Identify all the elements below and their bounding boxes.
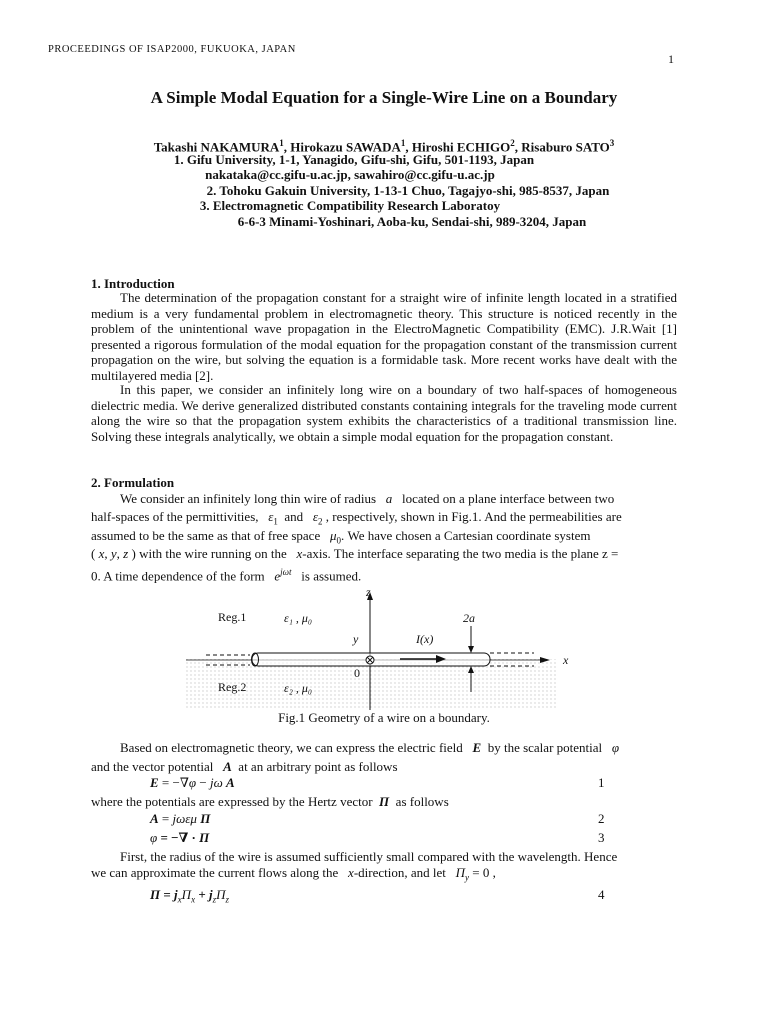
author-2: , Hirokazu SAWADA [283, 139, 401, 155]
equation-3: φ = −∇ · Π [150, 830, 210, 845]
affiliation-3-address: 6-6-3 Minami-Yoshinari, Aoba-ku, Sendai-shi, 989-3204, Japan [237, 214, 587, 229]
section-heading-formulation: 2. Formulation [91, 475, 175, 490]
page-number: 1 [668, 52, 674, 66]
author-3-sup: 2 [510, 138, 515, 148]
running-head: PROCEEDINGS OF ISAP2000, FUKUOKA, JAPAN [48, 44, 296, 55]
author-3: , Hiroshi ECHIGO [405, 139, 511, 155]
body-line-p5a: First, the radius of the wire is assumed sufficiently small compared with the wavelength. Hence [120, 849, 618, 864]
region-1-label: Reg.1 [218, 610, 247, 624]
region-2-label: Reg.2 [218, 680, 247, 694]
equation-1-number: 1 [598, 775, 605, 790]
author-1-sup: 1 [279, 138, 284, 148]
intro-paragraph-1: The determination of the propagation constant for a straight wire of infinite length located in a stratified medium is a very fundamental problem in electromagnetic theory. This structure is noticed recently in the problem of the unintentional wave propagation in the ElectroMagnetic Compatibility (EMC). J.R.Wait [1] presented a rigorous formulation of the modal equation for the propagation constant of the transmission current propagation on the wire, but solving the equation is a formidable task. More recent works have dealt with the multilayered media [2]. [91, 290, 677, 383]
affiliation-1: 1. Gifu University, 1-1, Yanagido, Gifu-shi, Gifu, 501-1193, Japan [173, 152, 535, 167]
author-4-sup: 3 [609, 138, 615, 148]
intro-paragraph-2: In this paper, we consider an infinitely long wire on a boundary of two half-spaces of homogeneous dielectric media. We derive generalized distributed constants containing integrals for the traveling mode current along the wire so that the propagation system exhibits the characteristics of a traditional transmission line. Solving these integrals analytically, we obtain a simple modal equation for the propagation constant. [91, 382, 677, 444]
affiliation-2: 2. Tohoku Gakuin University, 1-13-1 Chuo, Tagajyo-shi, 985-8537, Japan [206, 183, 610, 198]
author-4: , Risaburo SATO [514, 139, 610, 155]
diameter-label: 2a [463, 611, 475, 625]
equation-3-number: 3 [598, 830, 605, 845]
body-line-p3c: and the vector potential A at an arbitrary point as follows [91, 759, 398, 774]
x-axis-label: x [563, 653, 569, 667]
author-1: Takashi NAKAMURA [153, 139, 280, 155]
section-heading-introduction: 1. Introduction [91, 276, 175, 291]
z-axis-label: z [366, 585, 371, 599]
symbol-a: a [385, 491, 393, 506]
formulation-line-5: 0. A time dependence of the form $e^{j\omega t}$ is assumed. [91, 567, 362, 584]
formulation-line-3: assumed to be the same as that of free space $\mu_0$. We have chosen a Cartesian coordinate system [91, 528, 591, 546]
region-2-params: ε₂ , μ₀ [284, 681, 313, 695]
affiliation-3: 3. Electromagnetic Compatibility Research Laboratoy [199, 198, 501, 213]
equation-2: A = jωεμ Π [150, 811, 211, 826]
equation-4-number: 4 [598, 887, 605, 902]
body-line-p4: where the potentials are expressed by the Hertz vector Π as follows [91, 794, 449, 809]
equation-1: E = −∇φ − jω A [150, 775, 235, 790]
paper-title: A Simple Modal Equation for a Single-Wire Line on a Boundary [150, 88, 618, 107]
formulation-line-2: half-spaces of the permittivities, $\varepsilon_1$ and $\varepsilon_2$ , respectively, shown in Fig.1. And the permeabilities are [91, 509, 622, 527]
current-label: I(x) [416, 632, 434, 646]
author-2-sup: 1 [400, 138, 406, 148]
formulation-line-1: We consider an infinitely long thin wire of radius a located on a plane interface between two [120, 491, 615, 506]
y-axis-label: y [353, 632, 359, 646]
formulation-line-4: ( x, y, z ) with the wire running on the x-axis. The interface separating the two media is the plane z = [91, 546, 619, 561]
affiliation-1-email: nakataka@cc.gifu-u.ac.jp, sawahiro@cc.gifu-u.ac.jp [205, 167, 495, 182]
origin-label: 0 [354, 666, 360, 680]
region-1-params: ε₁ , μ₀ [284, 611, 313, 625]
body-line-p5b: we can approximate the current flows along the x-direction, and let $\Pi_y = 0$ , [91, 865, 496, 883]
figure-1-caption: Fig.1 Geometry of a wire on a boundary. [278, 710, 490, 725]
body-line-p3a: Based on electromagnetic theory, we can express the electric field E by the scalar potential φ [120, 740, 620, 755]
equation-2-number: 2 [598, 811, 605, 826]
equation-4: $\Pi = j_x\Pi_x + j_z\Pi_z$ [150, 887, 230, 905]
